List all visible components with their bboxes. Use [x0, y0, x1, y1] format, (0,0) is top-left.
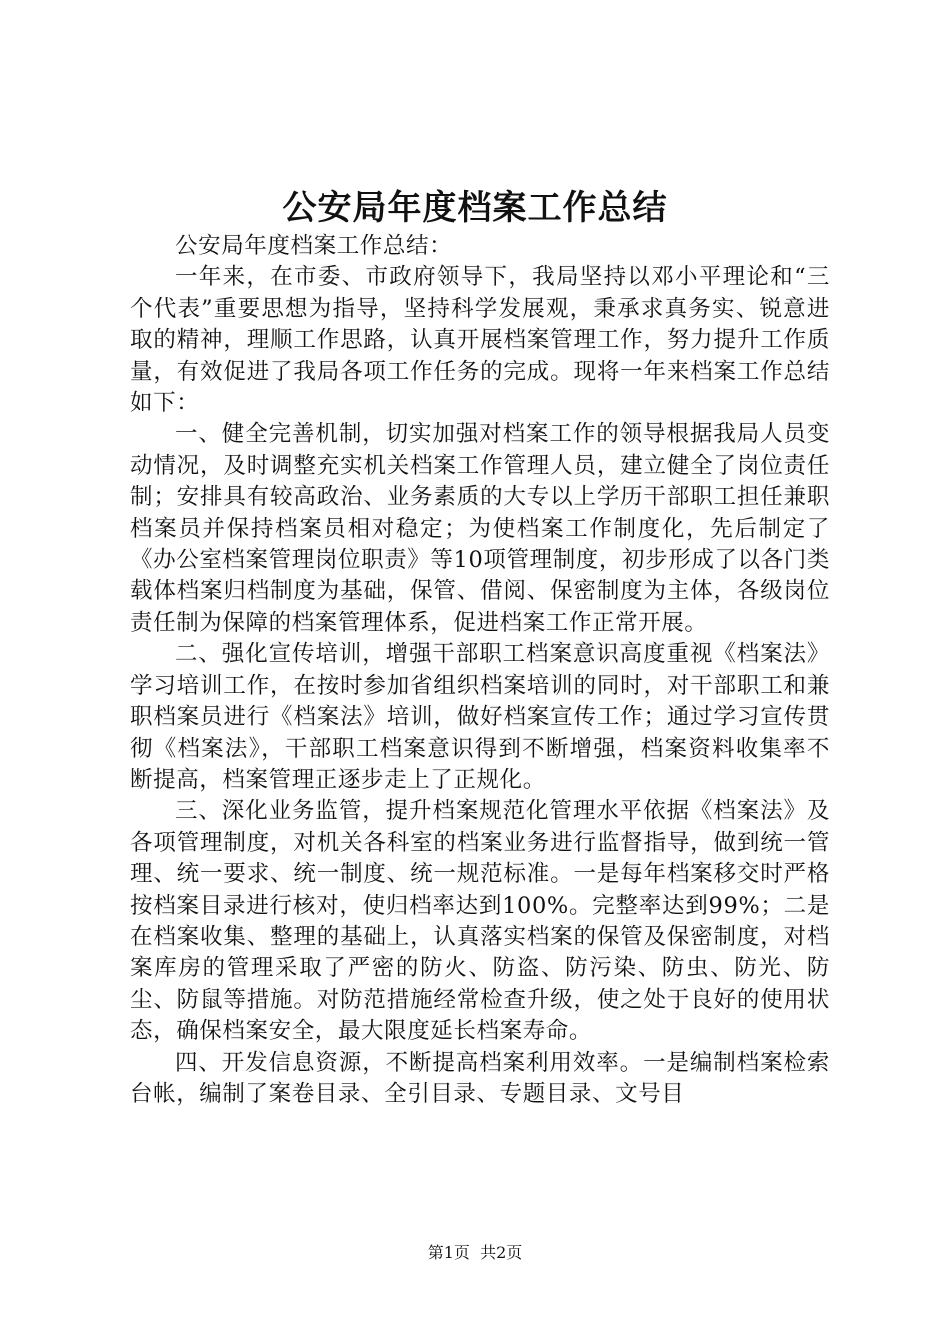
paragraph-section-3: 三、深化业务监管，提升档案规范化管理水平依据《档案法》及各项管理制度，对机关各科室的档案业务进行监督指导，做到统一管理、统一要求、统一制度、统一规范标准。一是每年档案移交时严格按档案目录进行核对，使归档率达到100%。完整率达到99%；二是在档案收集、整理的基础上，认真落实档案的保管及保密制度，对档案库房的管理采取了严密的防火、防盗、防污染、防虫、防光、防尘、防鼠等措施。对防范措施经常检查升级，使之处于良好的使用状态，确保档案安全，最大限度延长档案寿命。	[130, 798, 830, 1045]
paragraph-greeting: 公安局年度档案工作总结：	[175, 233, 453, 259]
page-number: 第1页	[427, 1243, 470, 1262]
document-title: 公安局年度档案工作总结	[282, 188, 668, 228]
paragraph-section-2: 二、强化宣传培训，增强干部职工档案意识高度重视《档案法》学习培训工作，在按时参加省组织档案培训的同时，对干部职工和兼职档案员进行《档案法》培训，做好档案宣传工作；通过学习宣传贯彻《档案法》，干部职工档案意识得到不断增强，档案资料收集率不断提高，档案管理正逐步走上了正规化。	[130, 641, 830, 793]
paragraph-section-4: 四、开发信息资源，不断提高档案利用效率。一是编制档案检索台帐，编制了案卷目录、全引目录、专题目录、文号目	[130, 1049, 830, 1107]
paragraph-section-1: 一、健全完善机制，切实加强对档案工作的领导根据我局人员变动情况，及时调整充实机关档案工作管理人员，建立健全了岗位责任制；安排具有较高政治、业务素质的大专以上学历干部职工担任兼职档案员并保持档案员相对稳定；为使档案工作制度化，先后制定了《办公室档案管理岗位职责》等10项管理制度，初步形成了以各门类载体档案归档制度为基础，保管、借阅、保密制度为主体，各级岗位责任制为保障的档案管理体系，促进档案工作正常开展。	[130, 421, 830, 636]
page-footer	[0, 1242, 950, 1264]
paragraph-intro: 一年来，在市委、市政府领导下，我局坚持以邓小平理论和“三个代表”重要思想为指导，坚持科学发展观，秉承求真务实、锐意进取的精神，理顺工作思路，认真开展档案管理工作，努力提升工作质量，有效促进了我局各项工作任务的完成。现将一年来档案工作总结如下：	[130, 264, 830, 417]
page-total: 共2页	[480, 1243, 523, 1262]
document-body	[130, 231, 830, 1110]
